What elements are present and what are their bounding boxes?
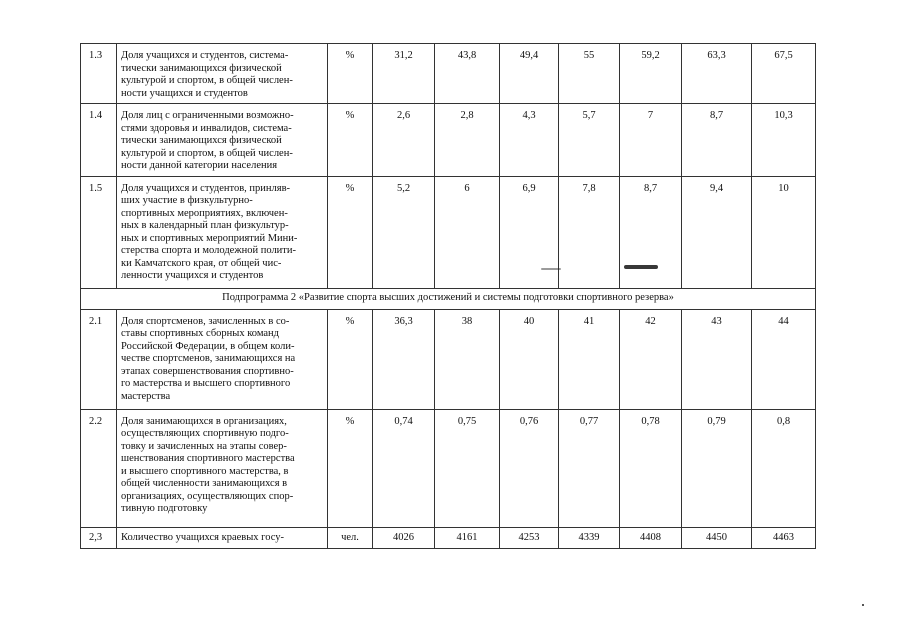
value-cell: 4450 <box>682 527 752 548</box>
value-cell: 4,3 <box>500 104 559 177</box>
subprogram-header-row <box>81 288 816 309</box>
value-cell: 43,8 <box>435 44 500 104</box>
value-cell: 0,74 <box>373 409 435 527</box>
subprogram-title: Подпрограмма 2 «Развитие спорта высших достижений и системы подготовки спортивного резерва» <box>81 288 816 309</box>
unit-cell: % <box>328 176 373 288</box>
value-cell: 0,75 <box>435 409 500 527</box>
unit-cell: % <box>328 104 373 177</box>
indicator-description: Доля занимающихся в организациях, осуществляющих спортивную подго- товку и зачисленных на этапы совер- шенствования спортивного мастерства и высшего спортивного мастерства, в общей численности занимающихся в организациях, осуществляющих спор- тивную подготовку <box>117 409 328 527</box>
indicator-description: Доля учащихся и студентов, принляв- ших участие в физкультурно- спортивных мероприятиях, включен- ных в календарный план физкультур- ных и спортивных мероприятий Мини- стерства спорта и молодежной полити- ки Камчатского края, от общей чис- ленности учащихся и студентов <box>117 176 328 288</box>
table-row <box>81 104 816 177</box>
unit-cell: % <box>328 44 373 104</box>
unit-cell: % <box>328 309 373 409</box>
value-cell: 2,8 <box>435 104 500 177</box>
value-cell: 42 <box>620 309 682 409</box>
value-cell: 38 <box>435 309 500 409</box>
value-cell: 8,7 <box>620 176 682 288</box>
table-row <box>81 176 816 288</box>
row-number: 2.2 <box>81 409 117 527</box>
value-cell: 7 <box>620 104 682 177</box>
value-cell: 59,2 <box>620 44 682 104</box>
row-number: 1.4 <box>81 104 117 177</box>
table-row <box>81 527 816 548</box>
scan-speck <box>862 604 864 606</box>
value-cell: 2,6 <box>373 104 435 177</box>
value-cell: 67,5 <box>752 44 816 104</box>
value-cell: 43 <box>682 309 752 409</box>
indicator-description: Количество учащихся краевых госу- <box>117 527 328 548</box>
row-number: 1.5 <box>81 176 117 288</box>
indicator-description: Доля лиц с ограниченными возможно- стями здоровья и инвалидов, система- тически занимающихся физической культурой и спортом, в общей числен- ности данной категории населения <box>117 104 328 177</box>
value-cell: 0,77 <box>559 409 620 527</box>
value-cell: 4161 <box>435 527 500 548</box>
value-cell: 5,7 <box>559 104 620 177</box>
unit-cell: чел. <box>328 527 373 548</box>
value-cell: 40 <box>500 309 559 409</box>
value-cell: 4253 <box>500 527 559 548</box>
value-cell: 0,78 <box>620 409 682 527</box>
value-cell: 44 <box>752 309 816 409</box>
value-cell: 9,4 <box>682 176 752 288</box>
value-cell: 10 <box>752 176 816 288</box>
value-cell: 55 <box>559 44 620 104</box>
value-cell: 49,4 <box>500 44 559 104</box>
value-cell: 0,79 <box>682 409 752 527</box>
value-cell: 6,9 <box>500 176 559 288</box>
table-row <box>81 409 816 527</box>
indicators-table <box>80 43 816 549</box>
value-cell: 8,7 <box>682 104 752 177</box>
value-cell: 63,3 <box>682 44 752 104</box>
value-cell: 41 <box>559 309 620 409</box>
value-cell: 4463 <box>752 527 816 548</box>
value-cell: 10,3 <box>752 104 816 177</box>
value-cell: 5,2 <box>373 176 435 288</box>
value-cell: 0,76 <box>500 409 559 527</box>
value-cell: 4026 <box>373 527 435 548</box>
ink-smudge <box>624 265 658 269</box>
value-cell: 4408 <box>620 527 682 548</box>
value-cell: 7,8 <box>559 176 620 288</box>
value-cell: 31,2 <box>373 44 435 104</box>
row-number: 1.3 <box>81 44 117 104</box>
row-number: 2,3 <box>81 527 117 548</box>
value-cell: 36,3 <box>373 309 435 409</box>
indicator-description: Доля спортсменов, зачисленных в со- ставы спортивных сборных команд Российской Федерации, в общем коли- честве спортсменов, занимающихся на этапах совершенствования спортивно- го мастерства и высшего спортивного мастерства <box>117 309 328 409</box>
unit-cell: % <box>328 409 373 527</box>
value-cell: 4339 <box>559 527 620 548</box>
table-row <box>81 44 816 104</box>
table-row <box>81 309 816 409</box>
row-number: 2.1 <box>81 309 117 409</box>
indicator-description: Доля учащихся и студентов, система- тически занимающихся физической культурой и спортом, в общей числен- ности учащихся и студентов <box>117 44 328 104</box>
value-cell: 0,8 <box>752 409 816 527</box>
value-cell: 6 <box>435 176 500 288</box>
ink-smudge <box>541 268 561 270</box>
